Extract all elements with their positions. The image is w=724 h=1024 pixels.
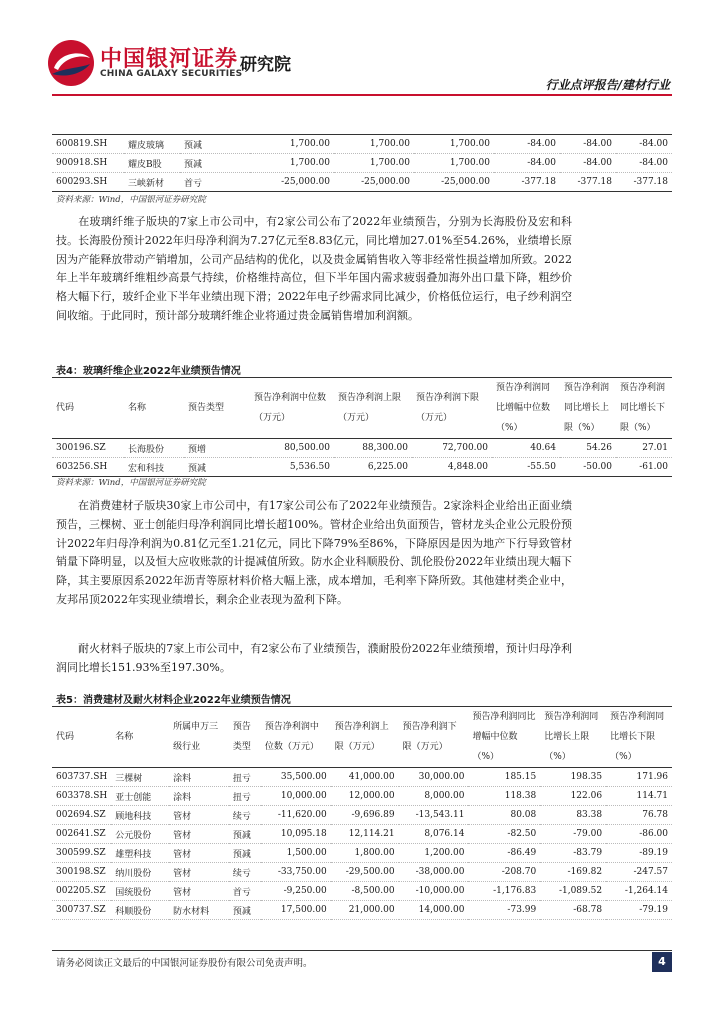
table4-title: 表4：玻璃纤维企业2022年业绩预告情况 bbox=[56, 366, 241, 377]
table-row: 603378.SH 亚士创能 涂料 扭亏 10,000.00 12,000.00 8,000.00 118.38 122.06 114.71 bbox=[52, 787, 672, 806]
table3-continued bbox=[52, 134, 672, 192]
table-row: 300198.SZ 纳川股份 管材 续亏 -33,750.00 -29,500.00 -38,000.00 -208.70 -169.82 -247.57 bbox=[52, 863, 672, 882]
page-number: 4 bbox=[652, 952, 672, 972]
table4-source: 资料来源：Wind，中国银河证券研究院 bbox=[56, 478, 206, 488]
paragraph-consumer-building-materials: 在消费建材子版块30家上市公司中，有17家公司公布了2022年业绩预告。2家涂料企业给出正面业绩预告，三棵树、亚士创能归母净利润同比增长超100%。管材企业给出负面预告，管材龙头企业公元股份预计2022年归母净利润为0.81亿元至1.21亿元，同比下降79%至86%，下降原因是因为地产下行导致管材销量下降明显，以及恒大应收账款的计提减值所致。防水企业科顺股份、凯伦股份2022年业绩出现大幅下降，其主要原因系2022年沥青等原材料价格大幅上涨，成本增加，毛利率下降所致。其他建材类企业中，友邦吊顶2022年实现业绩增长，剩余企业表现为盈利下降。 bbox=[56, 499, 572, 606]
footer-divider bbox=[52, 950, 672, 951]
table-row: 600819.SH 耀皮玻璃 预减 1,700.00 1,700.00 1,700.00 -84.00 -84.00 -84.00 bbox=[52, 135, 672, 154]
table-header-row: 代码 名称 所属申万三级行业 预告类型 预告净利润中位数（万元） 预告净利润上限（万元） 预告净利润下限（万元） 预告净利润同比增幅中位数（%） 预告净利润同比增长上限（%） 预告净利润同比增长下限（%） bbox=[52, 707, 672, 768]
table-header-row: 代码 名称 预告类型 预告净利润中位数（万元） 预告净利润上限（万元） 预告净利润下限（万元） 预告净利润同比增幅中位数（%） 预告净利润同比增长上限（%） 预告净利润同比增长下限（%） bbox=[52, 378, 672, 439]
header-divider bbox=[52, 94, 672, 96]
table5 bbox=[52, 707, 672, 920]
table3-source: 资料来源：Wind，中国银河证券研究院 bbox=[56, 195, 206, 205]
table-row: 900918.SH 耀皮B股 预减 1,700.00 1,700.00 1,700.00 -84.00 -84.00 -84.00 bbox=[52, 154, 672, 173]
paragraph-fiberglass: 在玻璃纤维子版块的7家上市公司中，有2家公司公布了2022年业绩预告，分别为长海股份及宏和科技。长海股份预计2022年归母净利润为7.27亿元至8.83亿元，同比增加27.01%至54.26%，业绩增长原因为产能释放带动产销增加，公司产品结构的优化，以及贵金属销售收入等非经常性损益增加所致。2022年上半年玻璃纤维粗纱高景气持续，价格维持高位，但下半年国内需求疲弱叠加海外出口量下降，粗纱价格大幅下行，玻纤企业下半年业绩出现下滑；2022年电子纱需求同比减少，价格低位运行，电子纱利润空间收缩。于此同时，预计部分玻璃纤维企业将通过贵金属销售增加利润额。 bbox=[56, 215, 572, 322]
org-name-cn: 中国银河证券 bbox=[100, 47, 239, 72]
galaxy-logo-icon bbox=[46, 38, 96, 88]
table-row: 603256.SH 宏和科技 预减 5,536.50 6,225.00 4,848.00 -55.50 -50.00 -61.00 bbox=[52, 458, 672, 477]
table-row: 002694.SZ 顾地科技 管材 续亏 -11,620.00 -9,696.89 -13,543.11 80.08 83.38 76.78 bbox=[52, 806, 672, 825]
table-row: 603737.SH 三棵树 涂料 扭亏 35,500.00 41,000.00 30,000.00 185.15 198.35 171.96 bbox=[52, 768, 672, 787]
footer-disclaimer: 请务必阅读正文最后的中国银河证券股份有限公司免责声明。 bbox=[56, 958, 313, 969]
table-row: 300737.SZ 科顺股份 防水材料 预减 17,500.00 21,000.00 14,000.00 -73.99 -68.78 -79.19 bbox=[52, 901, 672, 920]
page-header bbox=[0, 0, 724, 100]
institute-name: 研究院 bbox=[240, 55, 291, 75]
table4 bbox=[52, 378, 672, 477]
paragraph-refractory: 耐火材料子版块的7家上市公司中，有2家公布了业绩预告，濮耐股份2022年业绩预增，预计归母净利润同比增长151.93%至197.30%。 bbox=[56, 642, 572, 674]
table-row: 300196.SZ 长海股份 预增 80,500.00 88,300.00 72,700.00 40.64 54.26 27.01 bbox=[52, 439, 672, 458]
table-row: 002641.SZ 公元股份 管材 预减 10,095.18 12,114.21 8,076.14 -82.50 -79.00 -86.00 bbox=[52, 825, 672, 844]
report-type: 行业点评报告/建材行业 bbox=[545, 78, 670, 92]
table-row: 002205.SZ 国统股份 管材 首亏 -9,250.00 -8,500.00 -10,000.00 -1,176.83 -1,089.52 -1,264.14 bbox=[52, 882, 672, 901]
org-name-en: CHINA GALAXY SECURITIES bbox=[100, 69, 243, 79]
table-row: 300599.SZ 雄塑科技 管材 预减 1,500.00 1,800.00 1,200.00 -86.49 -83.79 -89.19 bbox=[52, 844, 672, 863]
table5-title: 表5：消费建材及耐火材料企业2022年业绩预告情况 bbox=[56, 695, 291, 706]
table-row: 600293.SH 三峡新材 首亏 -25,000.00 -25,000.00 -25,000.00 -377.18 -377.18 -377.18 bbox=[52, 173, 672, 192]
